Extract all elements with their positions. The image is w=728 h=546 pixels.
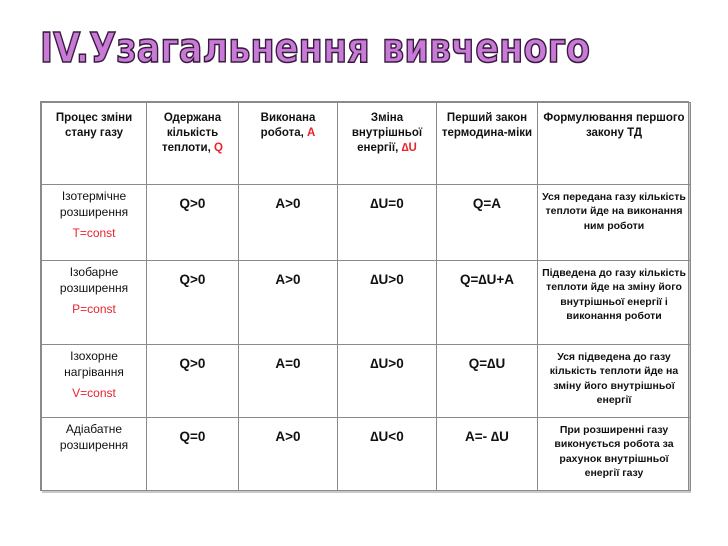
table-row (42, 345, 691, 418)
row-energy: ∆U>0 (338, 345, 437, 418)
row-formulation: При розширенні газу виконується робота за рахунок внутрішньої енергії газу (538, 418, 691, 491)
row-law: Q=∆U (437, 345, 538, 418)
row-law: A=- ∆U (437, 418, 538, 491)
row-energy: ∆U<0 (338, 418, 437, 491)
title-text: IV.Узагальнення вивченого (40, 24, 590, 72)
row-law: Q=∆U+A (437, 261, 538, 345)
title-wordart (36, 20, 606, 72)
row-process: Ізотермічне розширення T=const (42, 185, 147, 261)
row-heat: Q>0 (147, 261, 239, 345)
row-work: A>0 (239, 418, 338, 491)
header-work: Виконана робота, A (239, 103, 338, 185)
table-row (42, 418, 691, 491)
row-work: A=0 (239, 345, 338, 418)
header-formulation: Формулювання першого закону ТД (538, 103, 691, 185)
row-heat: Q=0 (147, 418, 239, 491)
row-process: Ізобарне розширення P=const (42, 261, 147, 345)
summary-table (41, 102, 691, 491)
row-heat: Q>0 (147, 345, 239, 418)
table-row (42, 185, 691, 261)
table-header-row (42, 103, 691, 185)
row-heat: Q>0 (147, 185, 239, 261)
table-row (42, 261, 691, 345)
row-process: Ізохорне нагрівання V=const (42, 345, 147, 418)
row-work: A>0 (239, 261, 338, 345)
header-heat: Одержана кількість теплоти, Q (147, 103, 239, 185)
row-process: Адіабатне розширення (42, 418, 147, 491)
header-process: Процес зміни стану газу (42, 103, 147, 185)
row-energy: ∆U=0 (338, 185, 437, 261)
row-work: A>0 (239, 185, 338, 261)
slide-title (36, 20, 606, 72)
summary-table-frame (40, 101, 689, 491)
row-formulation: Підведена до газу кількість теплоти йде на зміну його внутрішньої енергії і виконання роботи (538, 261, 691, 345)
row-formulation: Уся підведена до газу кількість теплоти йде на зміну його внутрішньої енергії (538, 345, 691, 418)
header-energy: Зміна внутрішньої енергії, ∆U (338, 103, 437, 185)
header-law: Перший закон термодина-міки (437, 103, 538, 185)
row-energy: ∆U>0 (338, 261, 437, 345)
row-law: Q=A (437, 185, 538, 261)
row-formulation: Уся передана газу кількість теплоти йде на виконання ним роботи (538, 185, 691, 261)
